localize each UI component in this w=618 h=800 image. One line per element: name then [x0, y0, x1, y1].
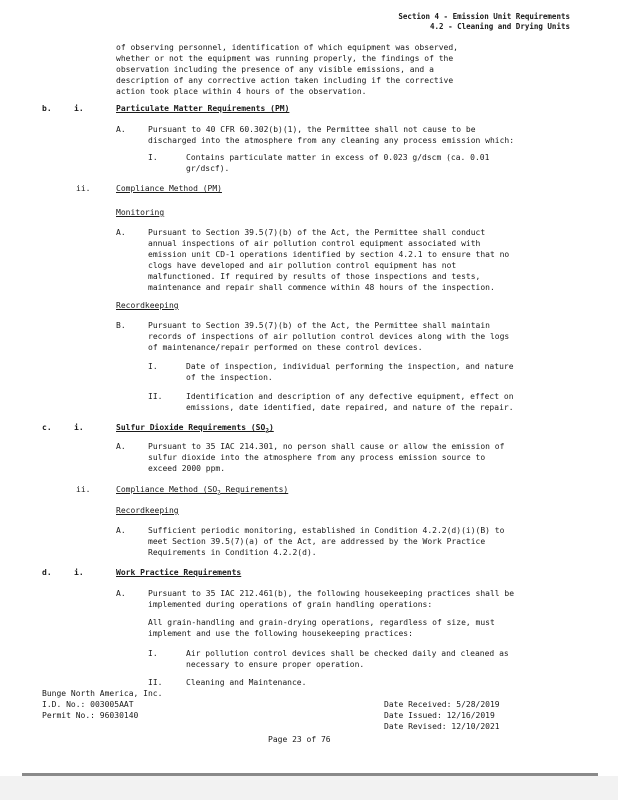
- work-practice-A-label: A.: [116, 589, 126, 598]
- housekeeping-II-label: II.: [148, 678, 163, 687]
- section-d-i: i.: [74, 568, 84, 577]
- id-number: I.D. No.: 003005AAT: [42, 700, 134, 709]
- section-b-ii: ii.: [76, 184, 91, 193]
- date-received: Date Received: 5/28/2019: [384, 700, 500, 709]
- so2-A-label: A.: [116, 442, 126, 451]
- subsection-header: 4.2 - Cleaning and Drying Units: [430, 22, 570, 31]
- pm-I-label: I.: [148, 153, 158, 162]
- so2-requirements-heading: Sulfur Dioxide Requirements $(SO_2)$: [116, 423, 274, 435]
- footer-band: [0, 776, 618, 800]
- footer-right: [384, 699, 500, 732]
- so2-A-text: Pursuant to 35 IAC 214.301, no person shall cause or allow the emission of sulfur dioxide into the atmosphere from any process emission source to exceed 2000 ppm.: [148, 442, 505, 473]
- so2-recordkeeping-heading: Recordkeeping: [116, 506, 179, 515]
- housekeeping-paragraph: All grain-handling and grain-drying operations, regardless of size, must implement and use the following housekeeping practices:: [148, 618, 495, 638]
- pm-recordkeeping-heading: Recordkeeping: [116, 301, 179, 310]
- work-practice-A-text: Pursuant to 35 IAC 212.461(b), the following housekeeping practices shall be implemented during operations of grain handling operations:: [148, 589, 515, 609]
- pm-compliance-heading: Compliance Method (PM): [116, 184, 222, 193]
- recordkeeping-I-label: I.: [148, 362, 158, 371]
- section-c-i: i.: [74, 423, 84, 432]
- section-c-ii: ii.: [76, 485, 91, 494]
- so2-rec-A-text: Sufficient periodic monitoring, established in Condition 4.2.2(d)(i)(B) to meet Section 39.5(7)(a) of the Act, are addressed by the Work Practice Requirements in Condition 4.2.2(d).: [148, 526, 505, 557]
- housekeeping-II-text: Cleaning and Maintenance.: [186, 678, 307, 687]
- pm-A-text: Pursuant to 40 CFR 60.302(b)(1), the Permittee shall not cause to be discharged into the atmosphere from any cleaning any process emission which:: [148, 125, 515, 145]
- so2-rec-A-label: A.: [116, 526, 126, 535]
- intro-text: of observing personnel, identification of which equipment was observed, whether or not the equipment was running properly, the findings of the observation including the presence of any visible emissions, and a description of any corrective action taken including if the corrective action took place within 4 hours of the observation.: [116, 43, 458, 96]
- recordkeeping-II-label: II.: [148, 392, 163, 401]
- date-revised: Date Revised: 12/10/2021: [384, 722, 500, 731]
- section-d-letter: d.: [42, 568, 52, 577]
- so2-compliance-heading: Compliance Method ($SO_2$ Requirements): [116, 485, 289, 497]
- recordkeeping-II-text: Identification and description of any defective equipment, effect on emissions, date identified, date repaired, and nature of the repair.: [186, 392, 514, 412]
- monitoring-A-text: Pursuant to Section 39.5(7)(b) of the Act, the Permittee shall conduct annual inspections of air pollution control equipment associated with emission unit CD-1 operations identified by section 4.2.1 to ensure that no clogs have developed and air pollution control equipment has not malfunctioned. If required by results of those inspections and tests, maintenance and repair shall commence within 48 hours of the inspection.: [148, 228, 510, 292]
- company-name: Bunge North America, Inc.: [42, 689, 163, 698]
- recordkeeping-B-label: B.: [116, 321, 126, 330]
- section-header: Section 4 - Emission Unit Requirements: [398, 12, 570, 21]
- housekeeping-I-text: Air pollution control devices shall be checked daily and cleaned as necessary to ensure proper operation.: [186, 649, 509, 669]
- pm-requirements-heading: Particulate Matter Requirements (PM): [116, 104, 290, 113]
- recordkeeping-B-text: Pursuant to Section 39.5(7)(b) of the Act, the Permittee shall maintain records of inspections of air pollution control devices along with the logs of maintenance/repair performed on these control devices.: [148, 321, 510, 352]
- section-c-letter: c.: [42, 423, 52, 432]
- page-number: Page 23 of 76: [268, 735, 331, 744]
- section-b-i: i.: [74, 104, 84, 113]
- housekeeping-I-label: I.: [148, 649, 158, 658]
- recordkeeping-I-text: Date of inspection, individual performing the inspection, and nature of the inspection.: [186, 362, 514, 382]
- footer-left: [42, 688, 162, 721]
- permit-number: Permit No.: 96030140: [42, 711, 139, 720]
- pm-A-label: A.: [116, 125, 126, 134]
- monitoring-A-label: A.: [116, 228, 126, 237]
- work-practice-heading: Work Practice Requirements: [116, 568, 242, 577]
- date-issued: Date Issued: 12/16/2019: [384, 711, 495, 720]
- section-b-letter: b.: [42, 104, 52, 113]
- monitoring-heading: Monitoring: [116, 208, 165, 217]
- pm-I-text: Contains particulate matter in excess of 0.023 g/dscm (ca. 0.01 gr/dscf).: [186, 153, 490, 173]
